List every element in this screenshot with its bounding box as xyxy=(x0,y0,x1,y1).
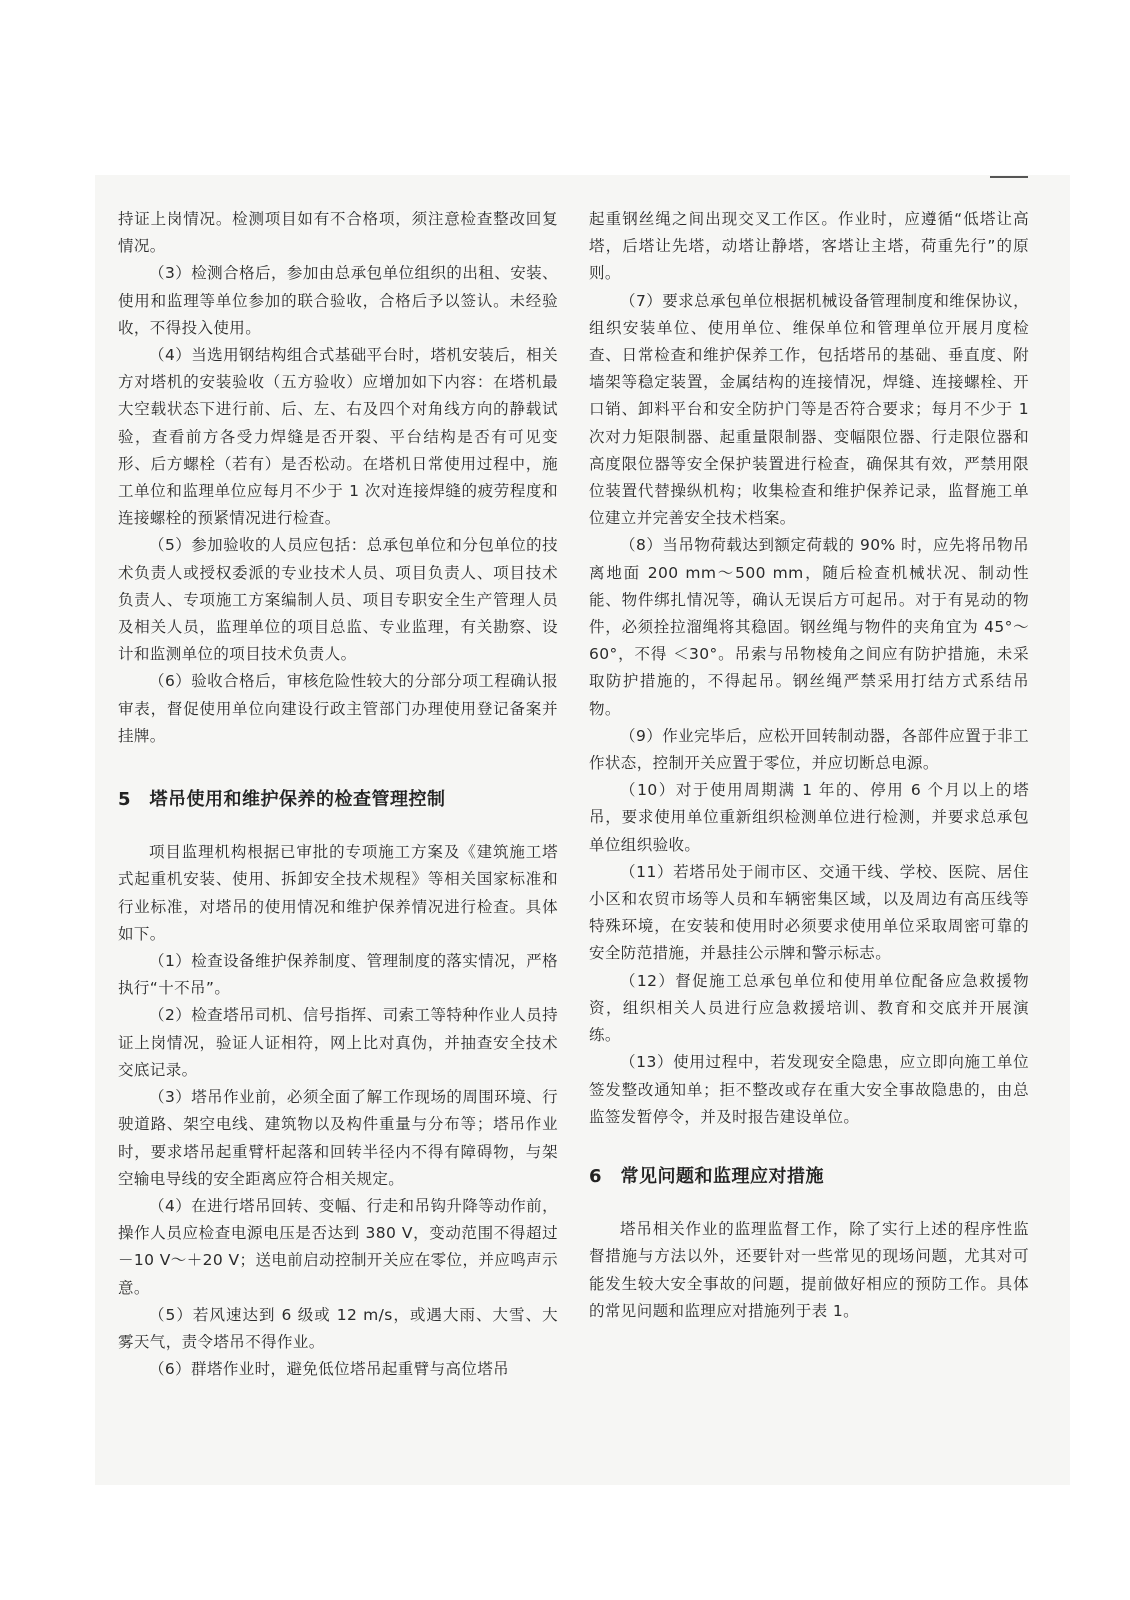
paragraph: （2）检查塔吊司机、信号指挥、司索工等特种作业人员持证上岗情况，验证人证相符，网上比对真伪，并抽查安全技术交底记录。 xyxy=(118,1006,558,1079)
paragraph: （4）在进行塔吊回转、变幅、行走和吊钩升降等动作前，操作人员应检查电源电压是否达到 380 V，变动范围不得超过 －10 V～＋20 V；送电前启动控制开关应在零位，并应鸣声示意。 xyxy=(118,1196,558,1297)
header-rule xyxy=(990,176,1028,178)
section-heading-5: 5 塔吊使用和维护保养的检查管理控制 xyxy=(118,789,446,811)
paragraph: 项目监理机构根据已审批的专项施工方案及《建筑施工塔式起重机安装、使用、拆卸安全技术规程》等相关国家标准和行业标准，对塔吊的使用情况和维护保养情况进行检查。具体如下。 xyxy=(118,843,558,943)
paragraph: （6）群塔作业时，避免低位塔吊起重臂与高位塔吊 xyxy=(149,1360,510,1379)
left-column xyxy=(118,206,558,1383)
paragraph: （8）当吊物荷载达到额定荷载的 90% 时，应先将吊物吊离地面 200 mm～500 mm，随后检查机械状况、制动性能、物件绑扎情况等，确认无误后方可起吊。对于有晃动的物件，必须拴拉溜绳将其稳固。钢丝绳与物件的夹角宜为 45°～60°，不得 ＜30°。吊索与吊物棱角之间应有防护措施，未采取防护措施的，不得起吊。钢丝绳严禁采用打结方式系结吊物。 xyxy=(589,536,1029,718)
paragraph: （5）参加验收的人员应包括：总承包单位和分包单位的技术负责人或授权委派的专业技术人员、项目负责人、项目技术负责人、专项施工方案编制人员、项目专职安全生产管理人员及相关人员，监理单位的项目总监、专业监理，有关勘察、设计和监测单位的项目技术负责人。 xyxy=(118,536,558,664)
paragraph: （13）使用过程中，若发现安全隐患，应立即向施工单位签发整改通知单；拒不整改或存在重大安全事故隐患的，由总监签发暂停令，并及时报告建设单位。 xyxy=(589,1053,1029,1126)
paragraph: （12）督促施工总承包单位和使用单位配备应急救援物资，组织相关人员进行应急救援培训、教育和交底并开展演练。 xyxy=(589,971,1029,1045)
paragraph: （3）塔吊作业前，必须全面了解工作现场的周围环境、行驶道路、架空电线、建筑物以及构件重量与分布等；塔吊作业时，要求塔吊起重臂杆起落和回转半径内不得有障碍物，与架空输电导线的安全距离应符合相关规定。 xyxy=(118,1088,558,1188)
paragraph: 持证上岗情况。检测项目如有不合格项，须注意检查整改回复情况。 xyxy=(118,210,558,256)
section-heading-6: 6 常见问题和监理应对措施 xyxy=(589,1165,825,1187)
right-column xyxy=(589,206,1029,1325)
paragraph: （9）作业完毕后，应松开回转制动器，各部件应置于非工作状态，控制开关应置于零位，并应切断总电源。 xyxy=(589,726,1029,773)
paragraph: （4）当选用钢结构组合式基础平台时，塔机安装后，相关方对塔机的安装验收（五方验收）应增加如下内容：在塔机最大空载状态下进行前、后、左、右及四个对角线方向的静载试验，查看前方各受力焊缝是否开裂、平台结构是否有可见变形、后方螺栓（若有）是否松动。在塔机日常使用过程中，施工单位和监理单位应每月不少于 1 次对连接焊缝的疲劳程度和连接螺栓的预紧情况进行检查。 xyxy=(118,346,558,528)
paragraph: （10）对于使用周期满 1 年的、停用 6 个月以上的塔吊，要求使用单位重新组织检测单位进行检测，并要求总承包单位组织验收。 xyxy=(589,781,1029,854)
paragraph: （7）要求总承包单位根据机械设备管理制度和维保协议，组织安装单位、使用单位、维保单位和管理单位开展月度检查、日常检查和维护保养工作，包括塔吊的基础、垂直度、附墙架等稳定装置，金属结构的连接情况，焊缝、连接螺栓、开口销、卸料平台和安全防护门等是否符合要求；每月不少于 1 次对力矩限制器、起重量限制器、变幅限位器、行走限位器和高度限位器等安全保护装置进行检查，确保其有效，严禁用限位装置代替操纵机构；收集检查和维护保养记录，监督施工单位建立并完善安全技术档案。 xyxy=(589,291,1029,528)
paragraph: 起重钢丝绳之间出现交叉工作区。作业时，应遵循“低塔让高塔，后塔让先塔，动塔让静塔，客塔让主塔，荷重先行”的原则。 xyxy=(589,210,1029,283)
paragraph: （1）检查设备维护保养制度、管理制度的落实情况，严格执行“十不吊”。 xyxy=(118,952,558,998)
paragraph: （11）若塔吊处于闹市区、交通干线、学校、医院、居住小区和农贸市场等人员和车辆密集区域，以及周边有高压线等特殊环境，在安装和使用时必须要求使用单位采取周密可靠的安全防范措施，并悬挂公示牌和警示标志。 xyxy=(589,862,1029,963)
paragraph: （5）若风速达到 6 级或 12 m/s，或遇大雨、大雪、大雾天气，责令塔吊不得作业。 xyxy=(118,1305,558,1351)
paragraph: 塔吊相关作业的监理监督工作，除了实行上述的程序性监督措施与方法以外，还要针对一些常见的现场问题，尤其对可能发生较大安全事故的问题，提前做好相应的预防工作。具体的常见问题和监理应对措施列于表 1。 xyxy=(589,1220,1029,1320)
paragraph: （3）检测合格后，参加由总承包单位组织的出租、安装、使用和监理等单位参加的联合验收，合格后予以签认。未经验收，不得投入使用。 xyxy=(118,264,558,337)
paragraph: （6）验收合格后，审核危险性较大的分部分项工程确认报审表，督促使用单位向建设行政主管部门办理使用登记备案并挂牌。 xyxy=(118,672,558,745)
